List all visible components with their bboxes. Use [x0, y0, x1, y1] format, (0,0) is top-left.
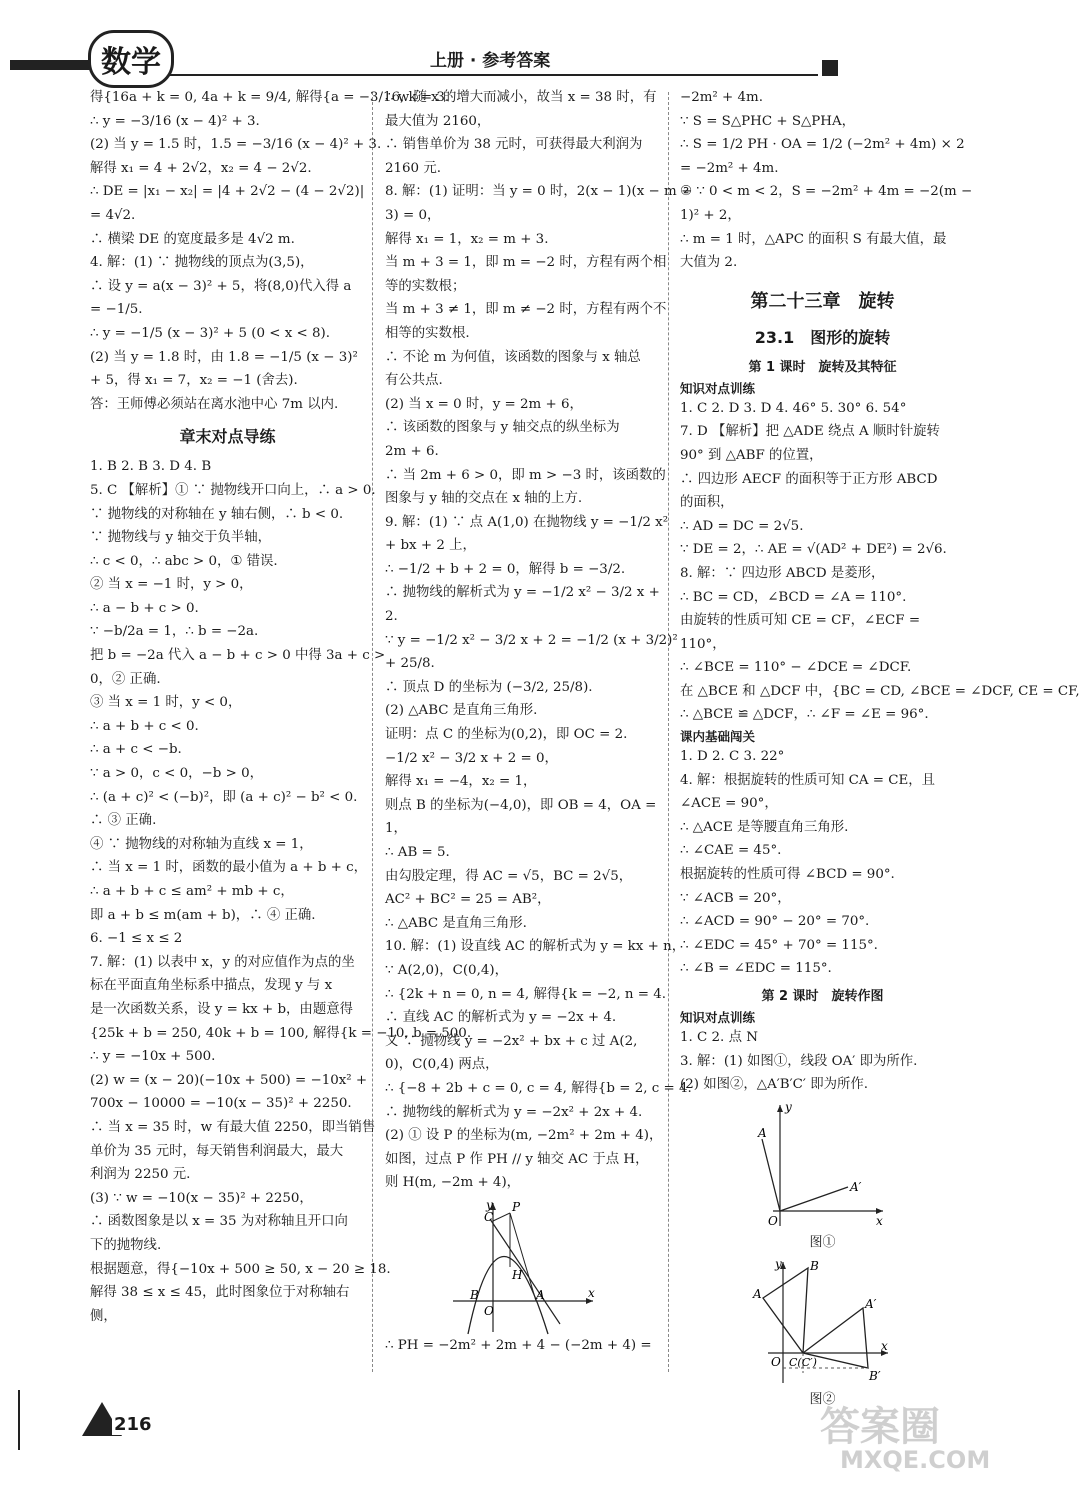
text-line: + bx + 2 上，: [385, 538, 476, 554]
text-line: + 25/8.: [385, 656, 435, 672]
fig2-label-c: C(C′): [788, 1356, 817, 1370]
column-divider: [372, 92, 373, 1372]
text-line: ∴ 函数图象是以 x = 35 为对称轴且开口向: [90, 1214, 348, 1230]
column-3: [680, 86, 1080, 1412]
text-line: ∴ y = −10x + 500.: [90, 1049, 216, 1065]
margin-mark: [18, 1390, 20, 1450]
watermark-url: MXQE.COM: [840, 1446, 991, 1474]
text-line: 答：王师傅必须站在离水池中心 7m 以内.: [90, 396, 339, 412]
text-line: = 4√2.: [90, 207, 136, 223]
text-line: ④ ∵ 抛物线的对称轴为直线 x = 1，: [90, 836, 313, 852]
text-line: 又 ∵ 抛物线 y = −2x² + bx + c 过 A(2,: [385, 1033, 638, 1049]
text-line: ∵ a > 0，c < 0，−b > 0，: [90, 766, 263, 782]
header-square: [822, 60, 838, 76]
text-line: ∴ 销售单价为 38 元时，可获得最大利润为: [385, 137, 643, 153]
text-line: ∴ (a + c)² < (−b)²，即 (a + c)² − b² < 0.: [90, 789, 358, 805]
text-line: 由勾股定理，得 AC = √5，BC = 2√5，: [385, 868, 633, 884]
text-line: 由旋转的性质可知 CE = CF，∠ECF =: [680, 613, 921, 629]
text-line: ∴ {2k + n = 0, n = 4, 解得{k = −2, n = 4.: [385, 986, 666, 1002]
text-line: −1/2 x² − 3/2 x + 2 = 0，: [385, 750, 558, 766]
text-line: 8. 解：(1) 证明：当 y = 0 时，2(x − 1)(x − m −: [385, 184, 693, 200]
text-line: ∴ 横梁 DE 的宽度最多是 4√2 m.: [90, 231, 295, 247]
text-line: (2) 当 y = 1.5 时，1.5 = −3/16 (x − 4)² + 3.: [90, 137, 382, 153]
text-line: 是一次函数关系，设 y = kx + b，由题意得: [90, 1001, 353, 1017]
text-line: 解得 x₁ = −4，x₂ = 1，: [385, 774, 537, 790]
text-line: 4. 解：(1) ∵ 抛物线的顶点为(3,5)，: [90, 255, 314, 271]
text-line: ∴ 抛物线的解析式为 y = −2x² + 2x + 4.: [385, 1104, 643, 1120]
text-line: 解得 x₁ = 4 + 2√2，x₂ = 4 − 2√2.: [90, 160, 312, 176]
fig2-label-y: y: [774, 1257, 782, 1272]
label-o: O: [483, 1303, 494, 1318]
text-line: (2) △ABC 是直角三角形.: [385, 703, 538, 719]
page-number-text: 216: [114, 1414, 152, 1435]
text-line: 下的抛物线.: [90, 1237, 162, 1253]
fig2-label-o: O: [770, 1355, 781, 1370]
text-line: 等的实数根；: [385, 278, 466, 294]
text-line: 的面积，: [680, 495, 734, 511]
text-line: 利润为 2250 元.: [90, 1167, 191, 1183]
text-line: 0)，C(0,4) 两点，: [385, 1057, 499, 1073]
label-y: y: [485, 1197, 493, 1212]
fig1-label-a: A: [757, 1125, 767, 1140]
text-line: ∴ a + b + c ≤ am² + mb + c，: [90, 884, 294, 899]
figure-2-caption: 图②: [809, 1392, 836, 1408]
text-line: 4. 解：根据旋转的性质可知 CA = CE，且: [680, 772, 936, 788]
text-line: 侧，: [90, 1308, 117, 1324]
text-line: (2) w = (x − 20)(−10x + 500) = −10x² +: [90, 1072, 368, 1088]
col3c-lines: [680, 745, 965, 981]
text-line: 有公共点.: [385, 373, 443, 389]
text-line: ∴ ∠ACD = 90° − 20° = 70°.: [680, 914, 870, 930]
text-line: 如图，过点 P 作 PH // y 轴交 AC 于点 H，: [385, 1151, 649, 1167]
fig2-label-x: x: [880, 1339, 888, 1354]
text-line: ∵ DE = 2，∴ AE = √(AD² + DE²) = 2√6.: [680, 542, 947, 558]
fig2-label-a1: A′: [864, 1297, 876, 1312]
text-line: ∴ 当 x = 1 时，函数的最小值为 a + b + c，: [90, 860, 368, 876]
text-line: ∴ m = 1 时，△APC 的面积 S 有最大值，最: [680, 231, 947, 247]
text-line: 根据题意，得{−10x + 500 ≥ 50, x − 20 ≥ 18.: [90, 1261, 391, 1277]
sub-heading-1: 知识对点训练: [680, 380, 756, 396]
parabola-figure: [448, 1199, 598, 1334]
figure-1: [758, 1101, 888, 1231]
text-line: 解得 x₁ = 1，x₂ = m + 3.: [385, 231, 549, 247]
fig1-label-x: x: [875, 1213, 883, 1228]
text-line: 单价为 35 元时，每天销售利润最大，最大: [90, 1143, 344, 1159]
text-line: ∴ 当 2m + 6 > 0，即 m > −3 时，该函数的: [385, 467, 666, 483]
text-line: ∴ ∠B = ∠EDC = 115°.: [680, 961, 832, 977]
section-title: 23.1 图形的旋转: [754, 327, 891, 347]
text-line: 90° 到 △ABF 的位置，: [680, 447, 823, 463]
text-line: {25k + b = 250, 40k + b = 100, 解得{k = −10, b = 500.: [90, 1025, 472, 1041]
text-line: 则 H(m, −2m + 4)，: [385, 1175, 521, 1191]
lesson-1-title: 第 1 课时 旋转及其特征: [748, 359, 897, 375]
label-b: B: [469, 1287, 479, 1302]
text-line: = −1/5.: [90, 302, 143, 318]
text-line: ∴ a + c < −b.: [90, 742, 182, 758]
chapter-title: 第二十三章 旋转: [750, 290, 895, 312]
text-line: + 5，得 x₁ = 7，x₂ = −1 (舍去).: [90, 373, 298, 389]
col3a-lines: [680, 86, 973, 275]
figure-2: [753, 1258, 893, 1388]
fig2-label-a: A: [752, 1287, 762, 1302]
text-line: 得{16a + k = 0, 4a + k = 9/4, 解得{a = −3/16, k = 3.: [90, 90, 450, 105]
text-line: ∴ 抛物线的解析式为 y = −1/2 x² − 3/2 x +: [385, 585, 660, 601]
text-line: = −2m² + 4m.: [680, 160, 779, 176]
text-line: ∴ 该函数的图象与 y 轴交点的纵坐标为: [385, 420, 620, 436]
text-line: 1. D 2. C 3. 22°: [680, 749, 785, 765]
text-line: ∴ {−8 + 2b + c = 0, c = 4, 解得{b = 2, c = 4.: [385, 1080, 692, 1096]
text-line: ∵ 抛物线与 y 轴交于负半轴，: [90, 530, 272, 546]
text-line: 2m + 6.: [385, 443, 439, 459]
text-line: 1. C 2. 点 N: [680, 1030, 758, 1045]
text-line: ∴ 直线 AC 的解析式为 y = −2x + 4.: [385, 1010, 617, 1026]
figure-1-caption: 图①: [809, 1234, 836, 1250]
text-line: 标在平面直角坐标系中描点，发现 y 与 x: [90, 978, 333, 994]
text-line: ② ∵ 0 < m < 2，S = −2m² + 4m = −2(m −: [680, 184, 973, 200]
text-line: (2) 当 y = 1.8 时，由 1.8 = −1/5 (x − 3)²: [90, 349, 358, 365]
page-header: [0, 0, 1000, 90]
text-line: 3. 解：(1) 如图①，线段 OA′ 即为所作.: [680, 1053, 918, 1069]
text-line: ∴ y = −1/5 (x − 3)² + 5 (0 < x < 8).: [90, 325, 330, 341]
label-c: C: [483, 1209, 493, 1224]
text-line: ∵ y = −1/2 x² − 3/2 x + 2 = −1/2 (x + 3/2)²: [385, 632, 678, 648]
text-line: 图象与 y 轴的交点在 x 轴的上方.: [385, 491, 583, 507]
column-2: [385, 86, 693, 1358]
text-line: 7. D 【解析】把 △ADE 绕点 A 顺时针旋转: [680, 424, 940, 440]
fig1-label-o: O: [767, 1213, 778, 1228]
text-line: 3) = 0，: [385, 207, 441, 223]
header-bar: [10, 60, 90, 70]
text-line: ∴ BC = CD，∠BCD = ∠A = 110°.: [680, 589, 907, 605]
label-a: A: [535, 1287, 545, 1302]
text-line: 2.: [385, 609, 398, 625]
text-line: ∴ y = −3/16 (x − 4)² + 3.: [90, 113, 260, 129]
text-line: 5. C 【解析】① ∵ 抛物线开口向上，∴ a > 0.: [90, 482, 376, 498]
text-line: ∴ 不论 m 为何值，该函数的图象与 x 轴总: [385, 349, 641, 365]
label-h: H: [511, 1267, 522, 1282]
text-line: ∴ 四边形 AECF 的面积等于正方形 ABCD: [680, 471, 938, 487]
text-line: ∴ 当 x = 35 时，w 有最大值 2250，即当销售: [90, 1119, 376, 1135]
text-line: 根据旋转的性质可得 ∠BCD = 90°.: [680, 867, 895, 883]
text-line: (2) 当 x = 0 时，y = 2m + 6，: [385, 396, 583, 412]
text-line: 把 b = −2a 代入 a − b + c > 0 中得 3a + c >: [90, 648, 386, 664]
fig2-label-b: B: [809, 1259, 819, 1274]
text-line: 在 △BCE 和 △DCF 中，{BC = CD, ∠BCE = ∠DCF, CE = CF,: [680, 683, 1080, 699]
text-line: ∴ ∠BCE = 110° − ∠DCE = ∠DCF.: [680, 660, 912, 676]
col3b-lines: [680, 397, 1080, 727]
text-line: 则点 B 的坐标为(−4,0)，即 OB = 4，OA =: [385, 797, 657, 813]
text-line: ∴ ∠EDC = 45° + 70° = 115°.: [680, 937, 878, 953]
text-line: ∵ 抛物线的对称轴在 y 轴右侧，∴ b < 0.: [90, 506, 344, 522]
text-line: AC² + BC² = 25 = AB²，: [385, 892, 551, 908]
text-line: ∴ △BCE ≌ △DCF，∴ ∠F = ∠E = 96°.: [680, 707, 929, 723]
text-line: ∴ a + b + c < 0.: [90, 718, 199, 734]
text-line: 8. 解：∵ 四边形 ABCD 是菱形，: [680, 565, 885, 581]
text-line: ∴ S = 1/2 PH · OA = 1/2 (−2m² + 4m) × 2: [680, 137, 965, 153]
text-line: ∠ACE = 90°，: [680, 796, 778, 812]
text-line: 当 m + 3 = 1，即 m = −2 时，方程有两个相: [385, 255, 667, 271]
text-line: 1)² + 2，: [680, 207, 741, 223]
text-line: 1，: [385, 821, 407, 837]
text-line: ∴ △ACE 是等腰直角三角形.: [680, 819, 849, 835]
lesson-2-title: 第 2 课时 旋转作图: [761, 989, 884, 1004]
text-line: ∴ ③ 正确.: [90, 813, 157, 829]
sub-heading-2: 课内基础闯关: [680, 729, 756, 745]
subject-logo: 数学: [88, 30, 174, 88]
text-line: 7. 解：(1) 以表中 x，y 的对应值作为点的坐: [90, 954, 355, 970]
fig2-label-b1: B′: [868, 1369, 881, 1384]
text-line: ∴ −1/2 + b + 2 = 0，解得 b = −3/2.: [385, 561, 626, 577]
text-line: ② 当 x = −1 时，y > 0，: [90, 577, 253, 593]
text-line: ∵ S = S△PHC + S△PHA，: [680, 113, 856, 129]
header-title: 上册 · 参考答案: [430, 51, 551, 71]
fig1-label-y: y: [784, 1099, 792, 1114]
text-line: 即 a + b ≤ m(am + b)，∴ ④ 正确.: [90, 907, 316, 923]
text-line: 当 m + 3 ≠ 1，即 m ≠ −2 时，方程有两个不: [385, 302, 667, 318]
text-line: 解得 38 ≤ x ≤ 45，此时图象位于对称轴右: [90, 1285, 350, 1301]
text-line: ∴ a − b + c > 0.: [90, 600, 199, 616]
text-line: 110°，: [680, 636, 726, 652]
text-line: 2160 元.: [385, 160, 441, 176]
text-line: (2) 如图②，△A′B′C′ 即为所作.: [680, 1077, 869, 1093]
page-number: [100, 1410, 152, 1435]
label-p: P: [511, 1199, 520, 1214]
watermark: 答案圈: [820, 1404, 940, 1450]
text-line: ∴ AD = DC = 2√5.: [680, 518, 804, 534]
col2-lines: [385, 86, 693, 1195]
text-line: 1. B 2. B 3. D 4. B: [90, 459, 212, 475]
fig1-label-a1: A′: [849, 1179, 861, 1194]
text-line: 6. −1 ≤ x ≤ 2: [90, 931, 183, 947]
text-line: ③ 当 x = 1 时，y < 0，: [90, 695, 242, 711]
sub-heading-3: 知识对点训练: [680, 1010, 756, 1025]
text-line: 10. 解：(1) 设直线 AC 的解析式为 y = kx + n，: [385, 939, 686, 955]
text-line: ∵ A(2,0)，C(0,4)，: [385, 962, 508, 978]
text-line: ∴ AB = 5.: [385, 845, 450, 860]
header-rule: [168, 74, 818, 76]
text-line: 证明：点 C 的坐标为(0,2)，即 OC = 2.: [385, 727, 628, 743]
text-line: ∴ DE = |x₁ − x₂| = |4 + 2√2 − (4 − 2√2)|: [90, 184, 365, 200]
col2-end-line: ∴ PH = −2m² + 2m + 4 − (−2m + 4) =: [385, 1337, 652, 1353]
text-line: ∴ w 随 x 的增大而减小，故当 x = 38 时，有: [385, 90, 657, 105]
text-line: ∴ 设 y = a(x − 3)² + 5，将(8,0)代入得 a: [90, 278, 352, 294]
text-line: −2m² + 4m.: [680, 90, 764, 105]
text-line: 相等的实数根.: [385, 325, 470, 341]
text-line: (3) ∵ w = −10(x − 35)² + 2250，: [90, 1190, 313, 1206]
text-line: ∴ c < 0，∴ abc > 0，① 错误.: [90, 553, 278, 569]
label-x: x: [587, 1285, 595, 1300]
text-line: 9. 解：(1) ∵ 点 A(1,0) 在抛物线 y = −1/2 x²: [385, 514, 669, 530]
text-line: ∴ ∠CAE = 45°.: [680, 843, 782, 859]
text-line: ∵ −b/2a = 1，∴ b = −2a.: [90, 624, 259, 640]
text-line: (2) ① 设 P 的坐标为(m, −2m² + 2m + 4)，: [385, 1128, 663, 1144]
column-divider: [668, 92, 669, 1372]
text-line: 0，② 正确.: [90, 671, 161, 687]
text-line: ∴ △ABC 是直角三角形.: [385, 915, 527, 931]
text-line: 大值为 2.: [680, 255, 738, 271]
col3d-lines: [680, 1026, 965, 1097]
text-line: 700x − 10000 = −10(x − 35)² + 2250.: [90, 1096, 352, 1112]
text-line: 1. C 2. D 3. D 4. 46° 5. 30° 6. 54°: [680, 400, 907, 416]
text-line: 最大值为 2160，: [385, 113, 491, 129]
text-line: ∵ ∠ACB = 20°，: [680, 890, 791, 906]
chapter-review-heading: 章末对点导练: [179, 427, 276, 447]
text-line: ∴ 顶点 D 的坐标为 (−3/2, 25/8).: [385, 679, 593, 695]
